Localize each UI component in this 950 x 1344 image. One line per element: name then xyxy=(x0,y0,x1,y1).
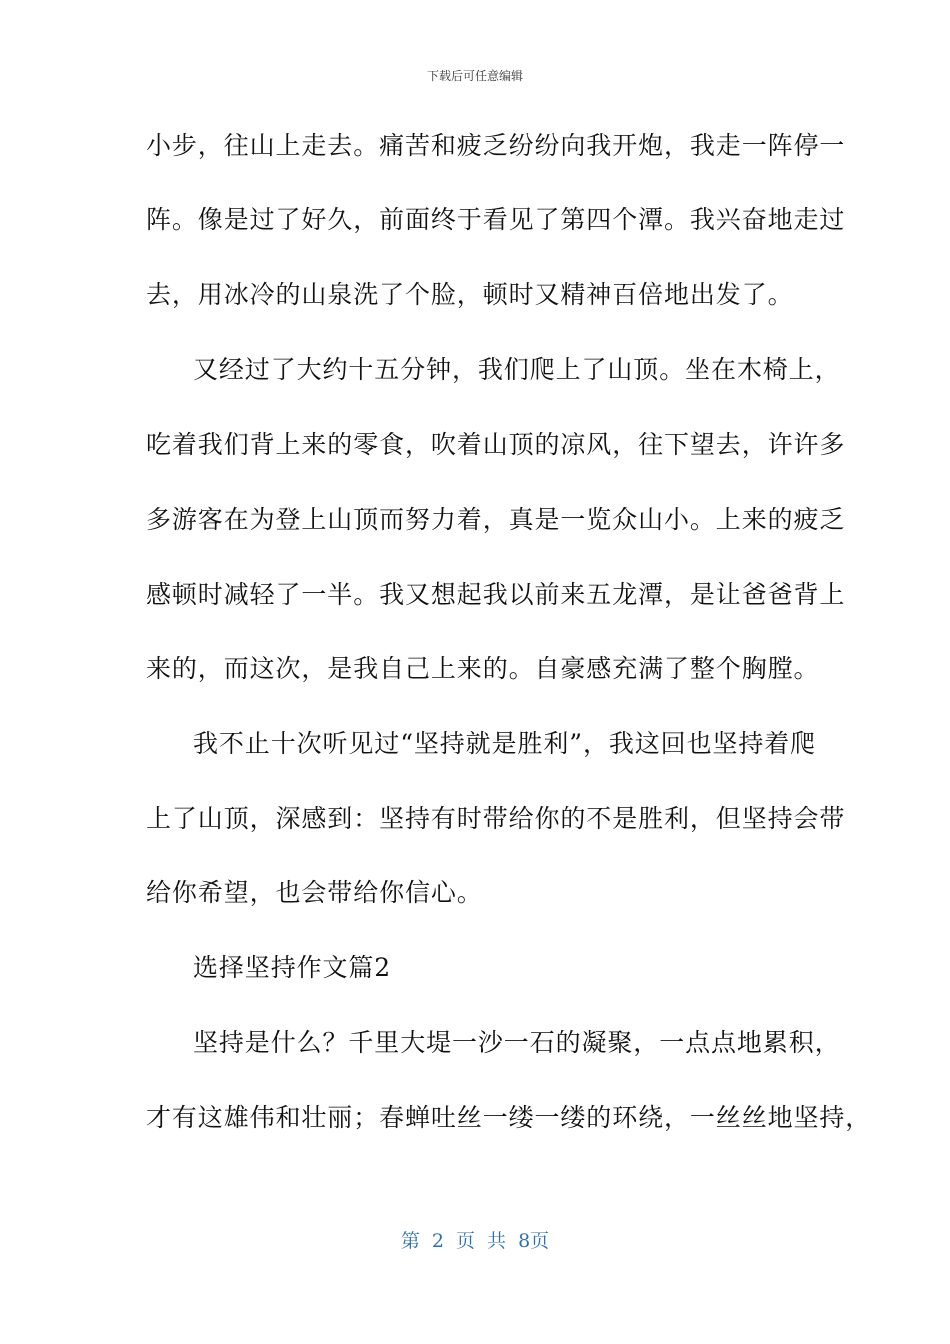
body-line: 坚持是什么？千里大堤一沙一石的凝聚，一点点地累积， xyxy=(193,1028,841,1057)
section-heading: 选择坚持作文篇2 xyxy=(193,953,392,982)
body-line: 吃着我们背上来的零食，吹着山顶的凉风，往下望去，许许多 xyxy=(146,430,846,459)
body-line: 小步，往山上走去。痛苦和疲乏纷纷向我开炮，我走一阵停一 xyxy=(146,131,846,160)
body-line: 感顿时减轻了一半。我又想起我以前来五龙潭，是让爸爸背上 xyxy=(146,580,846,609)
body-line: 才有这雄伟和壮丽；春蝉吐丝一缕一缕的环绕，一丝丝地坚持， xyxy=(146,1103,872,1132)
body-line: 去，用冰冷的山泉洗了个脸，顿时又精神百倍地出发了。 xyxy=(146,280,794,309)
body-line: 上了山顶，深感到：坚持有时带给你的不是胜利，但坚持会带 xyxy=(146,804,846,833)
body-line: 给你希望，也会带给你信心。 xyxy=(146,878,483,907)
page-header: 下载后可任意编辑 xyxy=(426,69,523,83)
body-line: 又经过了大约十五分钟，我们爬上了山顶。坐在木椅上， xyxy=(193,355,841,384)
body-line: 我不止十次听见过“坚持就是胜利”，我这回也坚持着爬 xyxy=(193,729,817,758)
body-line: 多游客在为登上山顶而努力着，真是一览众山小。上来的疲乏 xyxy=(146,505,846,534)
body-line: 阵。像是过了好久，前面终于看见了第四个潭。我兴奋地走过 xyxy=(146,205,846,234)
body-line: 来的，而这次，是我自己上来的。自豪感充满了整个胸膛。 xyxy=(146,654,820,683)
page-number-footer: 第 2 页 共 8页 xyxy=(400,1230,550,1252)
